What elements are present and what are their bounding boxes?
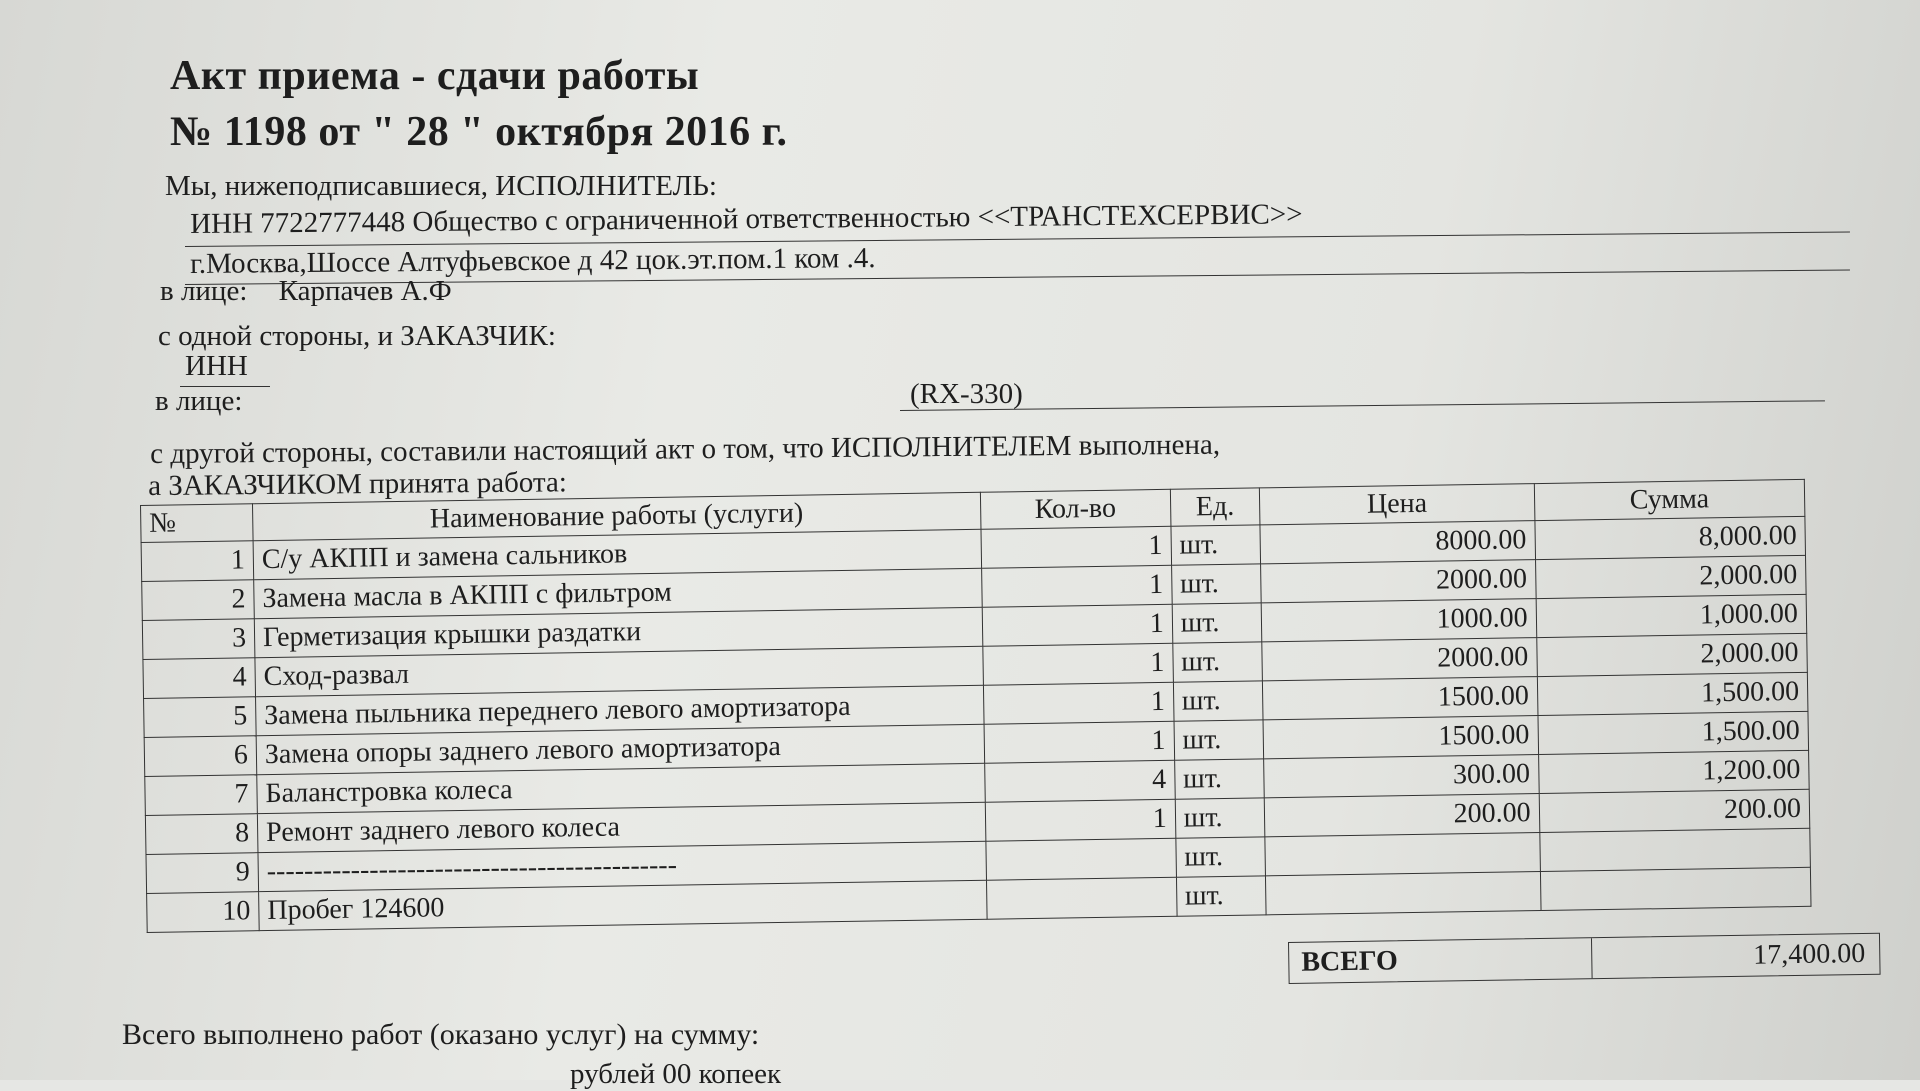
customer-person-label: в лице: (155, 385, 243, 417)
work-table (140, 479, 1812, 933)
cell-name: Ремонт заднего левого колеса (257, 802, 985, 852)
total-box (1288, 933, 1881, 984)
cell-no: 2 (142, 580, 255, 621)
customer-person-underline (900, 400, 1825, 411)
header-no: № (141, 504, 254, 543)
cell-sum (1539, 828, 1810, 871)
contractor-address: г.Москва,Шоссе Алтуфьевское д 42 цок.эт.пом.1 ком .4. (190, 242, 876, 280)
cell-sum: 8,000.00 (1535, 516, 1806, 559)
cell-no: 3 (142, 619, 255, 660)
cell-name: Герметизация крышки раздатки (254, 607, 982, 657)
cell-name: Замена масла в АКПП с фильтром (254, 568, 982, 618)
cell-name: -------------------------------------------- (258, 841, 986, 891)
cell-name: Сход-развал (255, 646, 983, 696)
summary-line: Всего выполнено работ (оказано услуг) на сумму: (122, 1018, 760, 1051)
cell-qty (986, 877, 1177, 919)
closing-line-1: с другой стороны, составили настоящий акт о том, что ИСПОЛНИТЕЛЕМ выполнена, (150, 428, 1221, 470)
cell-qty (985, 838, 1176, 880)
cell-unit: шт. (1171, 564, 1261, 604)
contractor-person: Карпачев А.Ф (278, 275, 452, 307)
cell-price: 1000.00 (1261, 599, 1536, 642)
cell-qty: 1 (983, 682, 1174, 724)
cell-unit: шт. (1174, 720, 1264, 760)
cell-qty: 1 (981, 565, 1172, 607)
cell-no: 8 (145, 814, 258, 855)
contractor-name: ИНН 7722777448 Общество с ограниченной ответственностью <<ТРАНСТЕХСЕРВИС>> (190, 198, 1303, 240)
cell-name: Баланстровка колеса (257, 763, 985, 813)
cell-name: Пробег 124600 (259, 880, 987, 930)
cell-name: Замена опоры заднего левого амортизатора (256, 724, 984, 774)
cell-price: 1500.00 (1263, 677, 1538, 720)
cell-qty: 1 (982, 604, 1173, 646)
cell-unit: шт. (1174, 759, 1264, 799)
closing-line-2: а ЗАКАЗЧИКОМ принята работа: (148, 466, 567, 502)
cell-no: 5 (144, 697, 257, 738)
cell-qty: 1 (981, 526, 1172, 568)
document-number-date: № 1198 от " 28 " октября 2016 г. (170, 109, 788, 155)
cell-qty: 1 (984, 721, 1175, 763)
cell-qty: 1 (982, 643, 1173, 685)
cell-name: С/у АКПП и замена сальников (253, 529, 981, 579)
amount-words-partial: рублей 00 копеек (570, 1058, 782, 1090)
cell-unit: шт. (1172, 603, 1262, 643)
cell-price (1265, 833, 1540, 876)
parties-intro: Мы, нижеподписавшиеся, ИСПОЛНИТЕЛЬ: (165, 170, 717, 202)
cell-price: 300.00 (1264, 755, 1539, 798)
cell-no: 1 (141, 541, 254, 582)
cell-sum: 1,500.00 (1537, 672, 1808, 715)
cell-price: 2000.00 (1261, 560, 1536, 603)
cell-no: 9 (146, 853, 259, 894)
cell-no: 10 (147, 892, 260, 933)
cell-price: 8000.00 (1260, 521, 1535, 564)
cell-sum: 2,000.00 (1536, 633, 1807, 676)
cell-sum (1540, 867, 1811, 910)
cell-unit: шт. (1171, 525, 1261, 565)
header-name: Наименование работы (услуги) (252, 492, 980, 540)
cell-price: 1500.00 (1263, 716, 1538, 759)
in-person-row (160, 275, 452, 308)
header-price: Цена (1260, 484, 1535, 525)
cell-unit: шт. (1176, 837, 1266, 877)
total-value: 17,400.00 (1753, 937, 1866, 971)
cell-unit: шт. (1173, 681, 1263, 721)
in-person-label: в лице: (160, 275, 248, 307)
cell-price (1266, 872, 1541, 915)
cell-qty: 1 (985, 799, 1176, 841)
cell-unit: шт. (1173, 642, 1263, 682)
cell-sum: 1,000.00 (1536, 594, 1807, 637)
cell-unit: шт. (1175, 798, 1265, 838)
cell-no: 4 (143, 658, 256, 699)
total-label: ВСЕГО (1289, 938, 1593, 983)
document-title: Акт приема - сдачи работы (170, 53, 700, 99)
cell-sum: 2,000.00 (1535, 555, 1806, 598)
cell-sum: 200.00 (1539, 789, 1810, 832)
cell-qty: 4 (984, 760, 1175, 802)
cell-no: 7 (145, 775, 258, 816)
header-sum: Сумма (1534, 479, 1805, 520)
customer-model: (RX-330) (910, 378, 1023, 410)
cell-price: 200.00 (1264, 794, 1539, 837)
header-qty: Кол-во (980, 489, 1171, 529)
cell-name: Замена пыльника переднего левого амортизатора (255, 685, 983, 735)
customer-inn: ИНН (185, 350, 248, 382)
cell-unit: шт. (1176, 876, 1266, 916)
customer-intro: с одной стороны, и ЗАКАЗЧИК: (158, 320, 556, 352)
cell-sum: 1,200.00 (1538, 750, 1809, 793)
cell-price: 2000.00 (1262, 638, 1537, 681)
header-unit: Ед. (1170, 488, 1260, 526)
cell-sum: 1,500.00 (1538, 711, 1809, 754)
cell-no: 6 (144, 736, 257, 777)
